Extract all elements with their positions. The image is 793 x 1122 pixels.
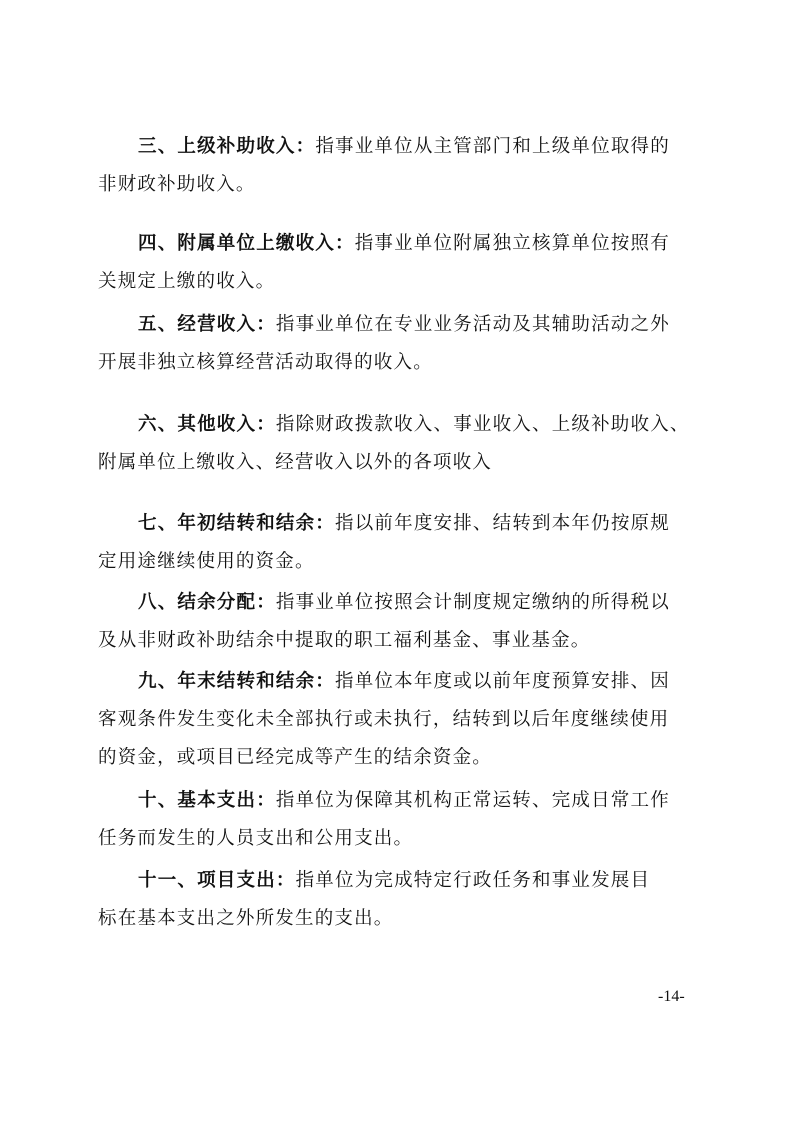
definition-text: 指事业单位从主管部门和上级单位取得的 <box>315 136 670 157</box>
definition-text: 关规定上缴的收入。 <box>98 271 276 292</box>
term-label: 十一、项目支出： <box>138 870 296 891</box>
term-label: 四、附属单位上缴收入： <box>138 233 355 254</box>
definition-text: 指以前年度安排、结转到本年仍按原规 <box>335 513 670 534</box>
term-label: 三、上级补助收入： <box>138 136 316 157</box>
term-label: 七、年初结转和结余： <box>138 513 336 534</box>
definition-text: 附属单位上缴收入、经营收入以外的各项收入 <box>98 452 493 473</box>
paragraph-4 <box>98 225 698 301</box>
definition-text: 任务而发生的人员支出和公用支出。 <box>98 828 414 849</box>
definition-text: 的资金，或项目已经完成等产生的结余资金。 <box>98 747 493 768</box>
paragraph-11 <box>98 862 698 938</box>
definition-text: 指事业单位按照会计制度规定缴纳的所得税以 <box>275 592 670 613</box>
definition-text: 客观条件发生变化未全部执行或未执行，结转到以后年度继续使用 <box>98 709 670 730</box>
definition-text: 指事业单位附属独立核算单位按照有 <box>354 233 670 254</box>
definition-text: 指单位为保障其机构正常运转、完成日常工作 <box>275 790 670 811</box>
page-number: -14- <box>658 988 685 1005</box>
paragraph-8 <box>98 584 698 660</box>
paragraph-5 <box>98 306 698 382</box>
definition-text: 指单位为完成特定行政任务和事业发展目 <box>295 870 651 891</box>
term-label: 八、结余分配： <box>138 592 276 613</box>
definition-text: 指除财政拨款收入、事业收入、上级补助收入、 <box>275 414 690 435</box>
term-label: 五、经营收入： <box>138 314 276 335</box>
definition-text: 指单位本年度或以前年度预算安排、因 <box>335 671 670 692</box>
paragraph-6 <box>98 406 698 482</box>
term-label: 九、年末结转和结余： <box>138 671 336 692</box>
paragraph-3 <box>98 128 698 204</box>
definition-text: 标在基本支出之外所发生的支出。 <box>98 908 394 929</box>
definition-text: 指事业单位在专业业务活动及其辅助活动之外 <box>275 314 670 335</box>
definition-text: 开展非独立核算经营活动取得的收入。 <box>98 352 433 373</box>
term-label: 六、其他收入： <box>138 414 276 435</box>
term-label: 十、基本支出： <box>138 790 276 811</box>
paragraph-10 <box>98 782 698 858</box>
definition-text: 定用途继续使用的资金。 <box>98 551 315 572</box>
definition-text: 及从非财政补助结余中提取的职工福利基金、事业基金。 <box>98 630 591 651</box>
definition-text: 非财政补助收入。 <box>98 174 256 195</box>
paragraph-7 <box>98 505 698 581</box>
paragraph-9 <box>98 663 698 777</box>
